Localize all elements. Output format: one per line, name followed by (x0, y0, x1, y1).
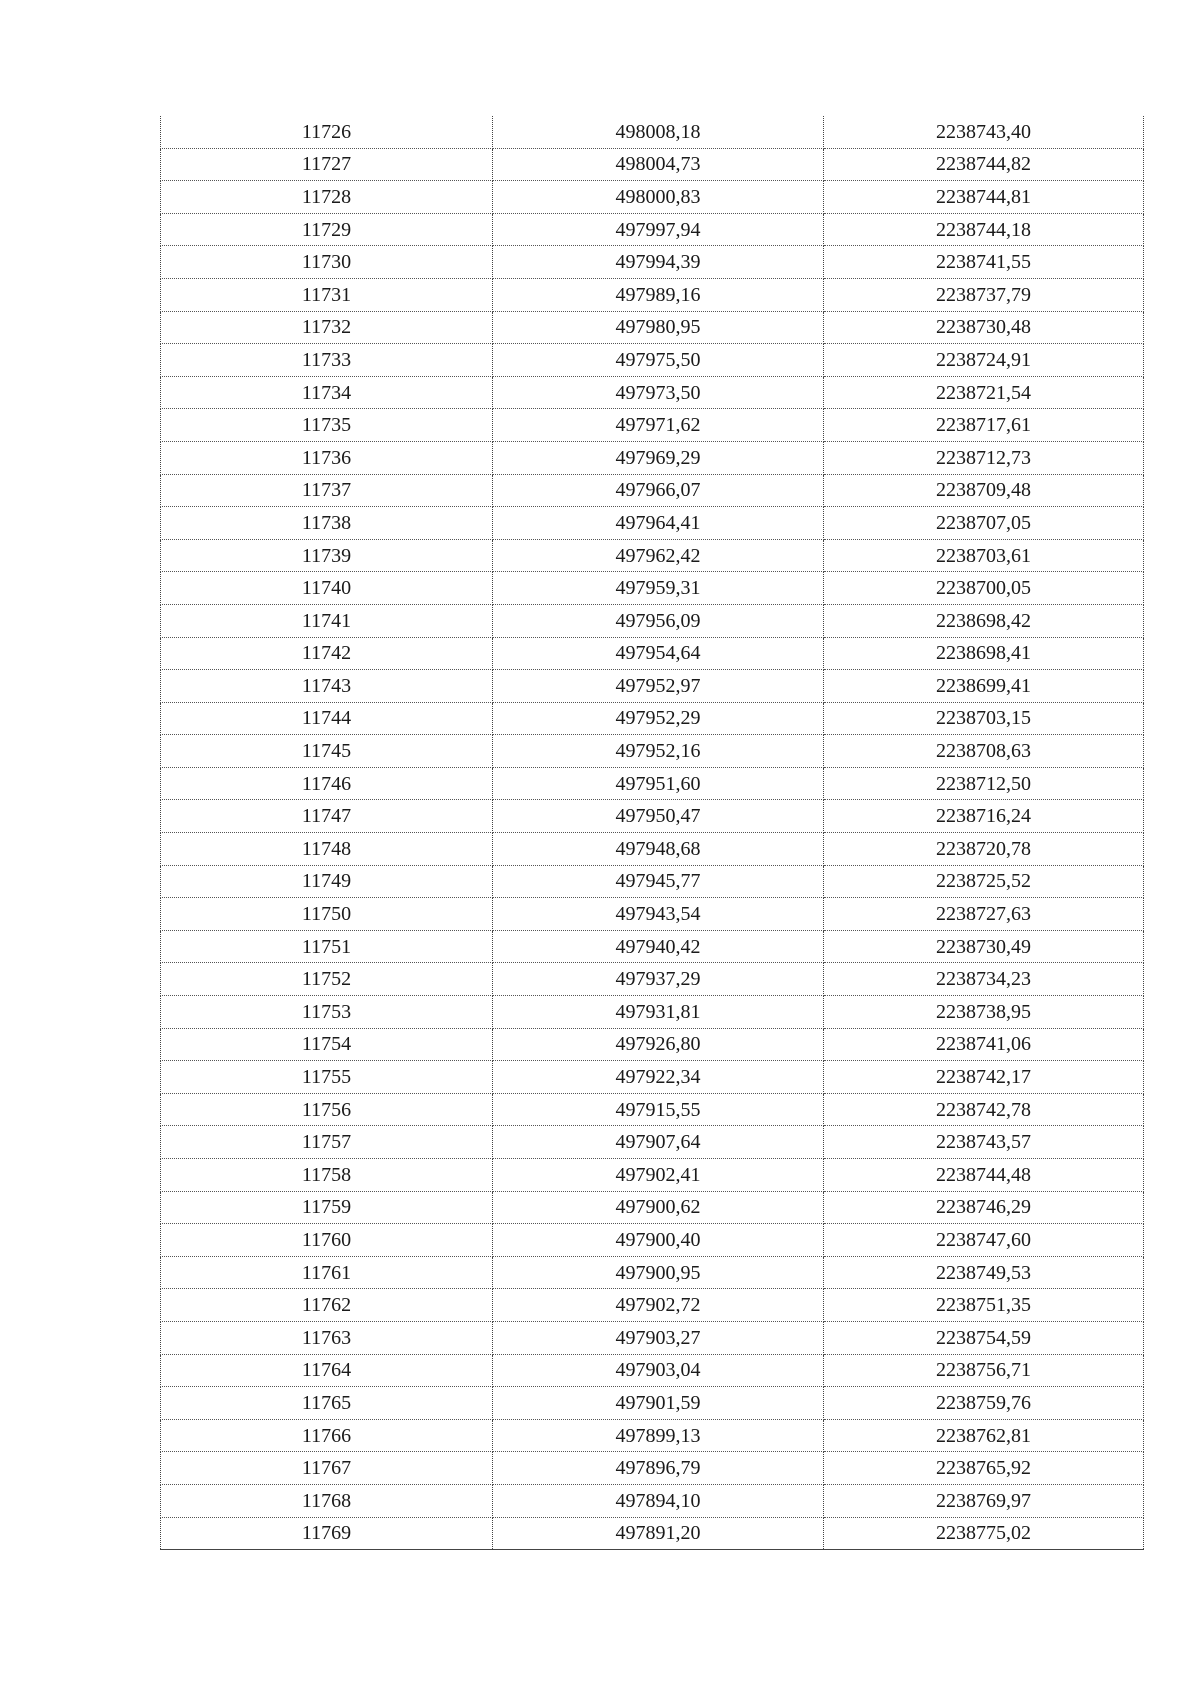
point-number-cell: 11747 (161, 800, 493, 833)
x-coordinate-cell: 497891,20 (493, 1517, 824, 1550)
point-number-cell: 11762 (161, 1289, 493, 1322)
point-number-cell: 11742 (161, 637, 493, 670)
y-coordinate-cell: 2238743,40 (824, 116, 1144, 148)
point-number-cell: 11731 (161, 278, 493, 311)
table-row (161, 1191, 1144, 1224)
table-row (161, 539, 1144, 572)
table-row (161, 311, 1144, 344)
y-coordinate-cell: 2238751,35 (824, 1289, 1144, 1322)
point-number-cell: 11745 (161, 735, 493, 768)
y-coordinate-cell: 2238762,81 (824, 1419, 1144, 1452)
y-coordinate-cell: 2238717,61 (824, 409, 1144, 442)
point-number-cell: 11734 (161, 376, 493, 409)
x-coordinate-cell: 497954,64 (493, 637, 824, 670)
y-coordinate-cell: 2238775,02 (824, 1517, 1144, 1550)
y-coordinate-cell: 2238700,05 (824, 572, 1144, 605)
point-number-cell: 11765 (161, 1387, 493, 1420)
point-number-cell: 11739 (161, 539, 493, 572)
x-coordinate-cell: 497994,39 (493, 246, 824, 279)
x-coordinate-cell: 497894,10 (493, 1484, 824, 1517)
point-number-cell: 11736 (161, 441, 493, 474)
table-row (161, 474, 1144, 507)
point-number-cell: 11744 (161, 702, 493, 735)
point-number-cell: 11727 (161, 148, 493, 181)
x-coordinate-cell: 497971,62 (493, 409, 824, 442)
x-coordinate-cell: 497896,79 (493, 1452, 824, 1485)
table-row (161, 800, 1144, 833)
y-coordinate-cell: 2238738,95 (824, 996, 1144, 1029)
x-coordinate-cell: 498008,18 (493, 116, 824, 148)
point-number-cell: 11759 (161, 1191, 493, 1224)
table-row (161, 1061, 1144, 1094)
y-coordinate-cell: 2238712,50 (824, 767, 1144, 800)
point-number-cell: 11754 (161, 1028, 493, 1061)
table-row (161, 833, 1144, 866)
point-number-cell: 11758 (161, 1159, 493, 1192)
x-coordinate-cell: 497962,42 (493, 539, 824, 572)
x-coordinate-cell: 497900,95 (493, 1256, 824, 1289)
point-number-cell: 11760 (161, 1224, 493, 1257)
x-coordinate-cell: 497926,80 (493, 1028, 824, 1061)
y-coordinate-cell: 2238769,97 (824, 1484, 1144, 1517)
table-row (161, 702, 1144, 735)
y-coordinate-cell: 2238744,18 (824, 213, 1144, 246)
coordinates-table (160, 116, 1144, 1550)
point-number-cell: 11732 (161, 311, 493, 344)
point-number-cell: 11726 (161, 116, 493, 148)
y-coordinate-cell: 2238727,63 (824, 898, 1144, 931)
table-row (161, 246, 1144, 279)
x-coordinate-cell: 497964,41 (493, 507, 824, 540)
x-coordinate-cell: 497903,04 (493, 1354, 824, 1387)
table-row (161, 767, 1144, 800)
point-number-cell: 11753 (161, 996, 493, 1029)
x-coordinate-cell: 497907,64 (493, 1126, 824, 1159)
x-coordinate-cell: 497901,59 (493, 1387, 824, 1420)
table-row (161, 1028, 1144, 1061)
table-row (161, 441, 1144, 474)
point-number-cell: 11750 (161, 898, 493, 931)
point-number-cell: 11769 (161, 1517, 493, 1550)
table-row (161, 1224, 1144, 1257)
y-coordinate-cell: 2238716,24 (824, 800, 1144, 833)
table-row (161, 1517, 1144, 1550)
y-coordinate-cell: 2238712,73 (824, 441, 1144, 474)
table-row (161, 865, 1144, 898)
table-body (161, 116, 1144, 1550)
table-row (161, 376, 1144, 409)
y-coordinate-cell: 2238721,54 (824, 376, 1144, 409)
x-coordinate-cell: 497902,72 (493, 1289, 824, 1322)
table-row (161, 213, 1144, 246)
x-coordinate-cell: 497900,40 (493, 1224, 824, 1257)
point-number-cell: 11757 (161, 1126, 493, 1159)
table-row (161, 963, 1144, 996)
x-coordinate-cell: 497952,16 (493, 735, 824, 768)
point-number-cell: 11755 (161, 1061, 493, 1094)
table-row (161, 930, 1144, 963)
point-number-cell: 11741 (161, 604, 493, 637)
x-coordinate-cell: 497951,60 (493, 767, 824, 800)
x-coordinate-cell: 497980,95 (493, 311, 824, 344)
table-row (161, 735, 1144, 768)
table-row (161, 507, 1144, 540)
point-number-cell: 11763 (161, 1321, 493, 1354)
x-coordinate-cell: 497966,07 (493, 474, 824, 507)
table-row (161, 1159, 1144, 1192)
x-coordinate-cell: 497900,62 (493, 1191, 824, 1224)
x-coordinate-cell: 497943,54 (493, 898, 824, 931)
x-coordinate-cell: 497989,16 (493, 278, 824, 311)
point-number-cell: 11729 (161, 213, 493, 246)
table-row (161, 1354, 1144, 1387)
table-row (161, 996, 1144, 1029)
point-number-cell: 11740 (161, 572, 493, 605)
y-coordinate-cell: 2238741,06 (824, 1028, 1144, 1061)
point-number-cell: 11748 (161, 833, 493, 866)
y-coordinate-cell: 2238708,63 (824, 735, 1144, 768)
y-coordinate-cell: 2238730,49 (824, 930, 1144, 963)
table-row (161, 181, 1144, 214)
x-coordinate-cell: 497902,41 (493, 1159, 824, 1192)
y-coordinate-cell: 2238741,55 (824, 246, 1144, 279)
y-coordinate-cell: 2238699,41 (824, 670, 1144, 703)
y-coordinate-cell: 2238703,15 (824, 702, 1144, 735)
y-coordinate-cell: 2238742,78 (824, 1093, 1144, 1126)
table-row (161, 1452, 1144, 1485)
y-coordinate-cell: 2238742,17 (824, 1061, 1144, 1094)
y-coordinate-cell: 2238744,82 (824, 148, 1144, 181)
x-coordinate-cell: 497899,13 (493, 1419, 824, 1452)
table-row (161, 637, 1144, 670)
table-row (161, 344, 1144, 377)
table-row (161, 604, 1144, 637)
y-coordinate-cell: 2238707,05 (824, 507, 1144, 540)
table-row (161, 898, 1144, 931)
y-coordinate-cell: 2238725,52 (824, 865, 1144, 898)
x-coordinate-cell: 498004,73 (493, 148, 824, 181)
y-coordinate-cell: 2238754,59 (824, 1321, 1144, 1354)
x-coordinate-cell: 497952,97 (493, 670, 824, 703)
point-number-cell: 11756 (161, 1093, 493, 1126)
y-coordinate-cell: 2238743,57 (824, 1126, 1144, 1159)
y-coordinate-cell: 2238703,61 (824, 539, 1144, 572)
y-coordinate-cell: 2238737,79 (824, 278, 1144, 311)
y-coordinate-cell: 2238730,48 (824, 311, 1144, 344)
y-coordinate-cell: 2238724,91 (824, 344, 1144, 377)
table-row (161, 116, 1144, 148)
x-coordinate-cell: 497931,81 (493, 996, 824, 1029)
y-coordinate-cell: 2238746,29 (824, 1191, 1144, 1224)
x-coordinate-cell: 497969,29 (493, 441, 824, 474)
table-row (161, 1484, 1144, 1517)
x-coordinate-cell: 497903,27 (493, 1321, 824, 1354)
y-coordinate-cell: 2238698,41 (824, 637, 1144, 670)
point-number-cell: 11766 (161, 1419, 493, 1452)
point-number-cell: 11761 (161, 1256, 493, 1289)
table-row (161, 1387, 1144, 1420)
point-number-cell: 11767 (161, 1452, 493, 1485)
x-coordinate-cell: 497959,31 (493, 572, 824, 605)
point-number-cell: 11749 (161, 865, 493, 898)
y-coordinate-cell: 2238698,42 (824, 604, 1144, 637)
x-coordinate-cell: 497973,50 (493, 376, 824, 409)
x-coordinate-cell: 497945,77 (493, 865, 824, 898)
point-number-cell: 11738 (161, 507, 493, 540)
x-coordinate-cell: 497952,29 (493, 702, 824, 735)
table-row (161, 670, 1144, 703)
y-coordinate-cell: 2238744,81 (824, 181, 1144, 214)
x-coordinate-cell: 497922,34 (493, 1061, 824, 1094)
point-number-cell: 11733 (161, 344, 493, 377)
table-row (161, 409, 1144, 442)
point-number-cell: 11728 (161, 181, 493, 214)
y-coordinate-cell: 2238734,23 (824, 963, 1144, 996)
point-number-cell: 11768 (161, 1484, 493, 1517)
y-coordinate-cell: 2238744,48 (824, 1159, 1144, 1192)
point-number-cell: 11764 (161, 1354, 493, 1387)
x-coordinate-cell: 497915,55 (493, 1093, 824, 1126)
point-number-cell: 11746 (161, 767, 493, 800)
table-row (161, 148, 1144, 181)
x-coordinate-cell: 497975,50 (493, 344, 824, 377)
x-coordinate-cell: 497956,09 (493, 604, 824, 637)
y-coordinate-cell: 2238749,53 (824, 1256, 1144, 1289)
y-coordinate-cell: 2238765,92 (824, 1452, 1144, 1485)
table-row (161, 572, 1144, 605)
table-row (161, 1419, 1144, 1452)
x-coordinate-cell: 497940,42 (493, 930, 824, 963)
table-row (161, 278, 1144, 311)
x-coordinate-cell: 497937,29 (493, 963, 824, 996)
point-number-cell: 11735 (161, 409, 493, 442)
y-coordinate-cell: 2238756,71 (824, 1354, 1144, 1387)
y-coordinate-cell: 2238759,76 (824, 1387, 1144, 1420)
point-number-cell: 11743 (161, 670, 493, 703)
x-coordinate-cell: 497950,47 (493, 800, 824, 833)
x-coordinate-cell: 497997,94 (493, 213, 824, 246)
table-row (161, 1289, 1144, 1322)
table-row (161, 1321, 1144, 1354)
point-number-cell: 11751 (161, 930, 493, 963)
x-coordinate-cell: 497948,68 (493, 833, 824, 866)
point-number-cell: 11730 (161, 246, 493, 279)
table-row (161, 1256, 1144, 1289)
y-coordinate-cell: 2238747,60 (824, 1224, 1144, 1257)
point-number-cell: 11752 (161, 963, 493, 996)
x-coordinate-cell: 498000,83 (493, 181, 824, 214)
y-coordinate-cell: 2238720,78 (824, 833, 1144, 866)
table-row (161, 1126, 1144, 1159)
table-row (161, 1093, 1144, 1126)
point-number-cell: 11737 (161, 474, 493, 507)
y-coordinate-cell: 2238709,48 (824, 474, 1144, 507)
